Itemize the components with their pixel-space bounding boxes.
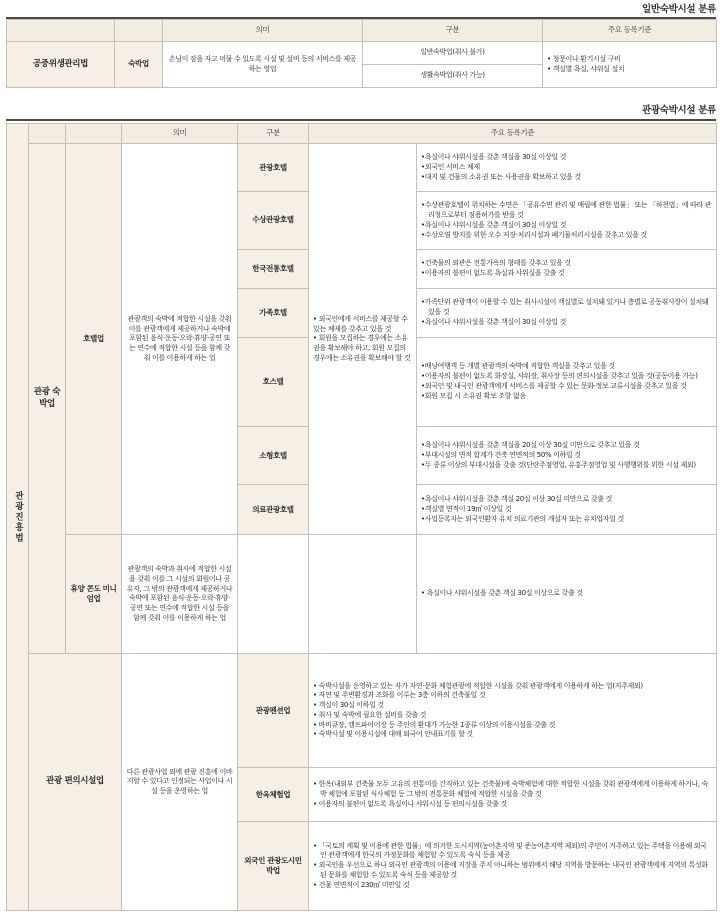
section-rule xyxy=(6,119,716,121)
convenience-category: 관광 편의시설업 xyxy=(29,654,122,911)
convenience-criteria: • 「국토의 계획 및 이용에 관한 법률」에 의거한 도시지역(농어촌지역 및 준농어촌지역 제외)의 주민이 거주하고 있는 주택을 이용해 외국인 관광객에게 한국의 가정문화를 체험할 수 있도록 숙식 등을 제공 • 외국인을 우선으로 하나 외국인 관광객의 이용에 지장을 주지 아니하는 범위에서 해당 지역을 방문하는 내국인 관광객에게 지역의 특성화된 문화를 체험할 수 있도록 숙식 등을 제공할 것 • 건물 연면적이 230㎡ 미만일 것 xyxy=(309,822,717,911)
header-criteria: 주요 등록기준 xyxy=(543,20,717,42)
hotel-type: 한국전통호텔 xyxy=(238,250,309,289)
section-title-general: 일반숙박시설 분류 xyxy=(641,4,716,15)
general-lodging-table xyxy=(6,19,717,88)
hotel-criteria: •수상관광호텔이 위치하는 수면은 「공유수면 관리 및 매립에 관한 법률」 또는 「하천법」에 따라 관리청으로부터 점용허가를 받을 것 •욕실이나 샤워시설을 갖춘 객실이 30실 이상일 것 •수상오염 방지를 위한 오수 저장·처리시설과 폐기물처리시설을 갖추고 있을 것 xyxy=(417,192,717,250)
convenience-criteria: • 한옥(내외부 건축물 모두 고유의 전통미를 간직하고 있는 건축물)에 숙박체험에 대한 적합한 시설을 갖춰 관광객에게 이용하게 하거나, 숙박 체험에 포함된 식사체험 등 그 밖의 전통문화 체험에 적합한 시설을 갖출 것 • 이용자의 불편이 없도록 욕실이나 샤워시설 등 편의시설을 갖출 것 xyxy=(309,768,717,822)
hotel-common-note: • 외국인에게 서비스를 제공할 수 있는 체제를 갖추고 있을 것 • 회원을 모집하는 경우에는 소유권을 확보해야 하고, 회원 모집의 경우에는 소유권을 확보해야 할 것 xyxy=(309,144,417,535)
hotel-criteria: •욕실이나 샤워시설을 갖춘 객실을 20실 이상 30실 미만으로 갖추고 있을 것 •부대시설의 면적 합계가 건축 연면적의 50% 이하일 것 •두 종류 이상의 부대시설을 갖출 것(단란주점영업, 유흥주점영업 및 사행행위를 위한 시설 제외) xyxy=(417,427,717,485)
hotel-meaning: 관광객의 숙박에 적합한 시설을 갖춰 이를 관광객에게 제공하거나 숙박에 포함된 음식·운동·오락·휴양·공연 또는 연수에 적합한 시설 등을 함께 갖춰 이를 이용하게 하는 업 xyxy=(122,144,238,535)
header-type: 구분 xyxy=(363,20,543,42)
header-criteria: 주요 등록기준 xyxy=(309,124,717,144)
type-general: 일반숙박업(취사 불가) xyxy=(363,42,543,65)
convenience-criteria: • 숙박시설을 운영하고 있는 자가 자연·문화 체험관광에 적합한 시설을 갖춰 관광객에게 이용하게 하는 업(지주제외) • 자연 및 주변환경과 조화를 이루는 3층 이하의 건축물일 것 • 객실이 30실 이하일 것 • 취사 및 숙박에 필요한 설비를 갖출 것 • 바비큐장, 캠프파이어장 등 주인의 환대가 가능한 1종류 이상의 이용시설을 갖출 것 • 숙박시설 및 이용시설에 대해 외국어 안내표기를 할 것 xyxy=(309,654,717,768)
hotel-criteria: •배낭여행객 등 개별 관광객의 숙박에 적합한 객실을 갖추고 있을 것 •이용자의 불편이 없도록 화장실, 샤워장, 취사장 등의 편의시설을 갖추고 있을 것(공동이용 가능) •외국인 및 내국인 관광객에게 서비스를 제공할 수 있는 문화·정보 교류시설을 갖추고 있을 것 •회원 모집 시 소유권 확보 조항 없음 xyxy=(417,337,717,427)
law-name-tourism: 관광진흥법 xyxy=(7,124,29,911)
resort-category: 휴양 콘도 미니엄업 xyxy=(66,535,122,654)
tourism-lodging-table xyxy=(6,123,717,911)
category-meaning: 손님이 잠을 자고 머물 수 있도록 시설 및 설비 등의 서비스를 제공하는 영업 xyxy=(163,42,363,88)
hotel-category: 호텔업 xyxy=(66,144,122,535)
hotel-type: 가족호텔 xyxy=(238,288,309,337)
hotel-type: 수상관광호텔 xyxy=(238,192,309,250)
hotel-type: 의료관광호텔 xyxy=(238,485,309,535)
resort-criteria: • 욕실이나 샤워시설을 갖춘 객실 30실 이상으로 갖출 것 xyxy=(417,535,717,654)
type-residential: 생활숙박업(취사 가능) xyxy=(363,65,543,88)
hotel-criteria: •욕실이나 샤워시설을 갖춘 객실 20실 이상 30실 미만으로 갖출 것 •객실별 면적이 19㎡ 이상일 것 •사업등록자는 외국인환자 유치 의료기관의 개설자 또는 유치업자일 것 xyxy=(417,485,717,535)
hotel-type: 소형호텔 xyxy=(238,427,309,485)
header-type: 구분 xyxy=(238,124,309,144)
convenience-meaning: 다른 관광사업 외에 관광 진흥에 이바지할 수 있다고 인정되는 사업이나 시설 등을 운영하는 업 xyxy=(122,654,238,911)
convenience-type: 한옥체험업 xyxy=(238,768,309,822)
resort-meaning: 관광객의 숙박과 취사에 적합한 시설을 갖춰 이를 그 시설의 회원이나 공유자, 그 밖의 관광객에게 제공하거나 숙박에 포함된 음식·운동·오락·휴양·공연 또는 연수에 적합한 시설 등을 함께 갖춰 이를 이용하게 하는 업 xyxy=(122,535,238,654)
criteria-cell xyxy=(543,42,717,88)
law-name: 공중위생관리법 xyxy=(7,42,115,88)
header-meaning: 의미 xyxy=(122,124,238,144)
hotel-criteria: •건축물의 외관은 전통가옥의 형태를 갖추고 있을 것 •이용자의 불편이 없도록 욕실과 샤워실을 갖출 것 xyxy=(417,250,717,289)
hotel-criteria: •가족단위 관광객이 이용할 수 있는 취사시설이 객실별로 설치돼 있거나 층별로 공동취사장이 설치돼 있을 것 •욕실이나 샤워시설을 갖춘 객실이 30실 이상일 것 xyxy=(417,288,717,337)
convenience-type: 외국인 관광도시민박업 xyxy=(238,822,309,911)
criteria-item: • 객실별 욕실, 샤워실 설치 xyxy=(547,64,625,73)
section-title-tourism: 관광숙박시설 분류 xyxy=(641,105,716,116)
convenience-type: 관광펜션업 xyxy=(238,654,309,768)
criteria-item: • 청문이나 환기시설 구비 xyxy=(547,54,621,63)
category-name: 숙박업 xyxy=(115,42,163,88)
header-meaning: 의미 xyxy=(163,20,363,42)
hotel-type: 관광호텔 xyxy=(238,144,309,192)
tourism-lodging-group: 관광 숙박업 xyxy=(29,144,66,654)
hotel-criteria: •욕실이나 샤워시설을 갖춘 객실을 30실 이상일 것 •외국인 서비스 체제 •대지 및 건물의 소유권 또는 사용권을 확보하고 있을 것 xyxy=(417,144,717,192)
hotel-type: 호스텔 xyxy=(238,337,309,427)
